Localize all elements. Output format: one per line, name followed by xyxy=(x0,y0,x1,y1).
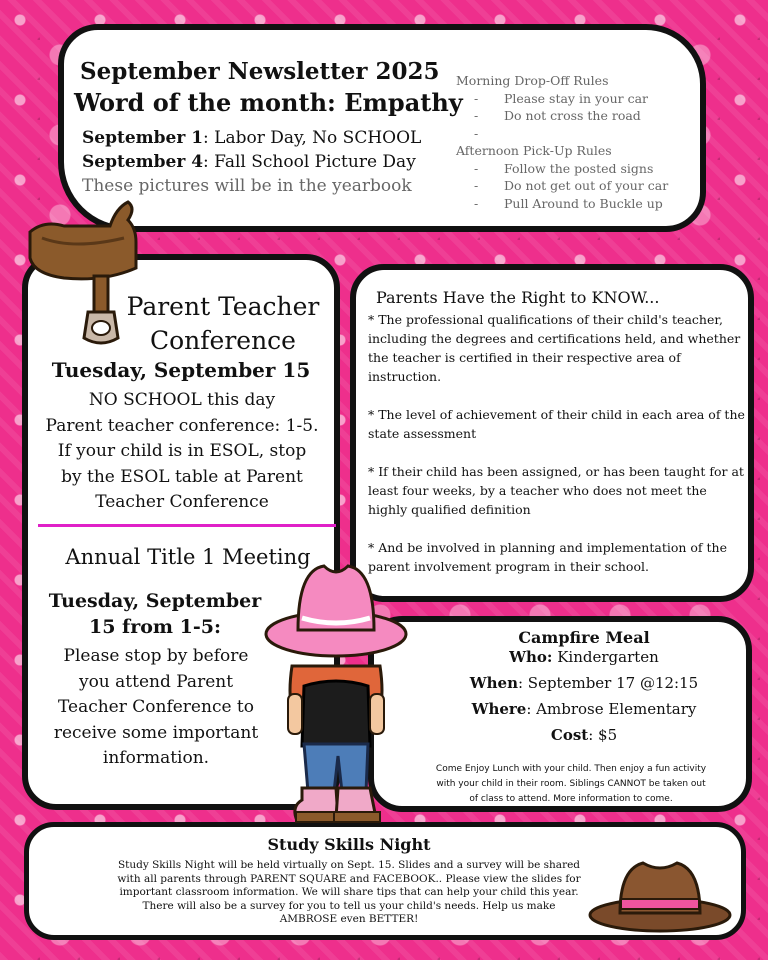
rule-item: - Pull Around to Buckle up xyxy=(474,195,663,211)
list-item: * And be involved in planning and implementation of the parent involvement program in their school. xyxy=(368,540,727,574)
afternoon-rules-title: Afternoon Pick-Up Rules xyxy=(456,143,612,158)
title1-date: Tuesday, September 15 from 1-5: xyxy=(48,590,262,638)
title1-heading: Annual Title 1 Meeting xyxy=(65,545,311,569)
right-to-know-panel xyxy=(350,264,754,602)
rule-item: - Follow the posted signs xyxy=(474,160,654,176)
right-to-know-list xyxy=(368,310,746,595)
cowboy-hat-icon xyxy=(585,855,735,935)
event-sept4: September 4: Fall School Picture Day xyxy=(82,152,416,172)
campfire-when: When: September 17 @12:15 xyxy=(469,674,699,692)
event-sept1: September 1: Labor Day, No SCHOOL xyxy=(82,128,422,148)
right-to-know-title: Parents Have the Right to KNOW... xyxy=(376,288,660,307)
study-skills-details: Study Skills Night will be held virtually on Sept. 15. Slides and a survey will be shared with all parents through PARENT SQUARE and FACEBOOK.. Please view the slides for important classroom information. We will share tips that can help your child this year. There will also be a survey for you to tell us your child's needs. Help us make AMBROSE even BETTER! xyxy=(117,859,581,926)
rule-item: - Please stay in your car xyxy=(474,90,649,106)
study-skills-panel xyxy=(24,822,746,940)
header-banner xyxy=(58,24,706,232)
campfire-cost: Cost: $5 xyxy=(550,726,618,744)
cowgirl-icon xyxy=(262,556,410,828)
rule-item: - Do not cross the road xyxy=(474,108,641,123)
list-item: * The professional qualifications of their child's teacher, including the degrees and certifications held, and whether the teacher is certified in their respective area of instruction. xyxy=(368,312,741,384)
list-item: * The level of achievement of their child in each area of the state assessment xyxy=(368,407,745,441)
campfire-where: Where: Ambrose Elementary xyxy=(471,700,697,718)
rule-item: - Do not get out of your car xyxy=(474,178,669,193)
newsletter-title: September Newsletter 2025 xyxy=(80,58,440,85)
list-item: * If their child has been assigned, or has been taught for at least four weeks, by a teacher who does not meet the highly qualified definition xyxy=(368,464,744,517)
campfire-panel xyxy=(368,616,752,812)
study-skills-title: Study Skills Night xyxy=(267,835,431,854)
conference-title: Parent Teacher Conference xyxy=(126,292,320,355)
word-of-month: Word of the month: Empathy xyxy=(74,88,463,117)
campfire-who: Who: Kindergarten xyxy=(509,648,659,666)
morning-rules-title: Morning Drop-Off Rules xyxy=(456,73,609,88)
campfire-note: Come Enjoy Lunch with your child. Then enjoy a fun activity with your child in their room. Siblings CANNOT be taken out of class to attend. More information to come. xyxy=(435,764,707,804)
conference-date: Tuesday, September 15 xyxy=(51,358,311,382)
saddle-icon xyxy=(24,198,142,348)
yearbook-note: These pictures will be in the yearbook xyxy=(82,176,412,196)
campfire-title: Campfire Meal xyxy=(518,628,650,647)
rule-item: - xyxy=(474,125,479,141)
drop-off-rules xyxy=(456,72,706,212)
section-divider xyxy=(38,524,336,527)
title1-details: Please stop by before you attend Parent Teacher Conference to receive some important information. xyxy=(53,646,259,768)
conference-details: NO SCHOOL this day Parent teacher conference: 1-5. If your child is in ESOL, stop by the ESOL table at Parent Teacher Conference xyxy=(45,390,319,512)
